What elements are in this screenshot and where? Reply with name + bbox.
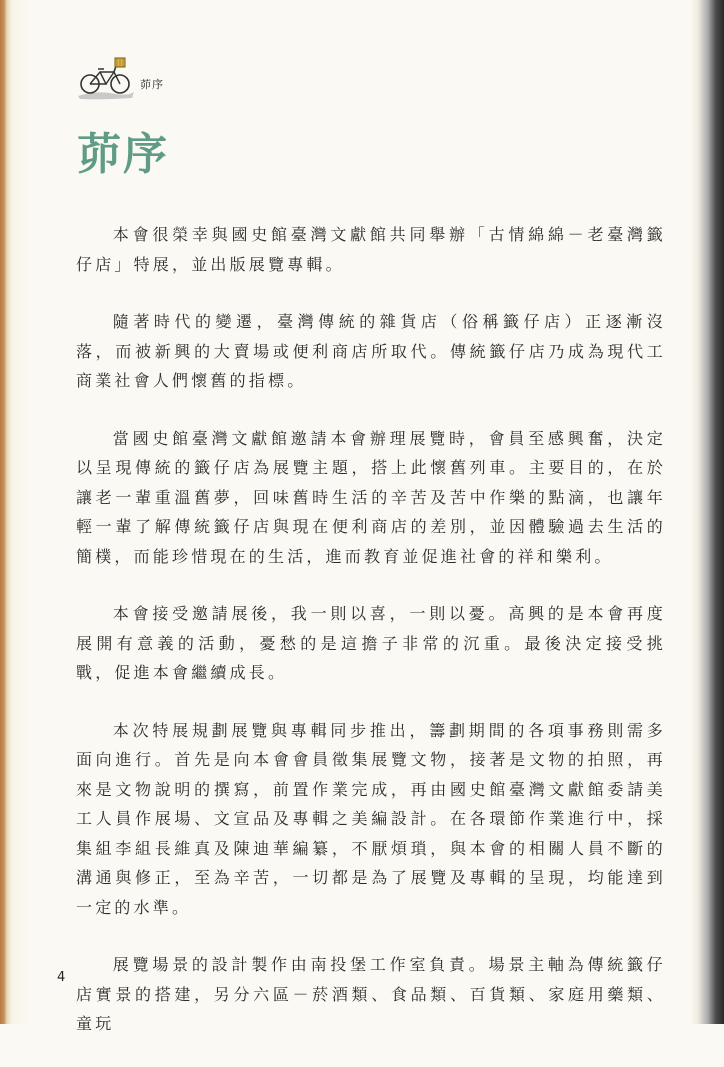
paragraph: 本次特展規劃展覽與專輯同步推出，籌劃期間的各項事務則需多面向進行。首先是向本會會員徵集展覽文物，接著是文物的拍照，再來是文物說明的撰寫，前置作業完成，再由國史館臺灣文獻館委請美工人員作展場、文宣品及專輯之美編設計。在各環節作業進行中，採集組李組長維真及陳迪華編纂，不厭煩瑣，與本會的相關人員不斷的溝通與修正，至為辛苦，一切都是為了展覽及專輯的呈現，均能達到一定的水準。 — [76, 720, 666, 917]
paragraph: 當國史館臺灣文獻館邀請本會辦理展覽時，會員至感興奮，決定以呈現傳統的籤仔店為展覽主題，搭上此懷舊列車。主要目的，在於讓老一輩重溫舊夢，回味舊時生活的辛苦及苦中作樂的點滴，也讓年輕一輩了解傳統籤仔店與現在便利商店的差別，並因體驗過去生活的簡樸，而能珍惜現在的生活，進而教育並促進社會的祥和樂利。 — [76, 428, 666, 566]
section-header — [76, 56, 196, 106]
page-title: 茆序 — [77, 129, 169, 180]
page-number: 4 — [57, 970, 66, 985]
preface-body — [76, 220, 666, 1067]
paragraph: 隨著時代的變遷，臺灣傳統的雜貨店（俗稱籤仔店）正逐漸沒落，而被新興的大賣場或便利商店所取代。傳統籤仔店乃成為現代工商業社會人們懷舊的指標。 — [76, 312, 666, 390]
paragraph: 本會很榮幸與國史館臺灣文獻館共同舉辦「古情綿綿－老臺灣籤仔店」特展，並出版展覽專輯。 — [76, 225, 666, 274]
paragraph: 本會接受邀請展後，我一則以喜，一則以憂。高興的是本會再度展開有意義的活動，憂愁的是這擔子非常的沉重。最後決定接受挑戰，促進本會繼續成長。 — [76, 604, 666, 682]
bicycle-with-basket-icon — [76, 56, 136, 100]
section-header-label: 茆序 — [140, 78, 164, 91]
paragraph: 展覽場景的設計製作由南投堡工作室負責。場景主軸為傳統籤仔店實景的搭建，另分六區－菸酒類、食品類、百貨類、家庭用藥類、童玩 — [76, 955, 666, 1033]
